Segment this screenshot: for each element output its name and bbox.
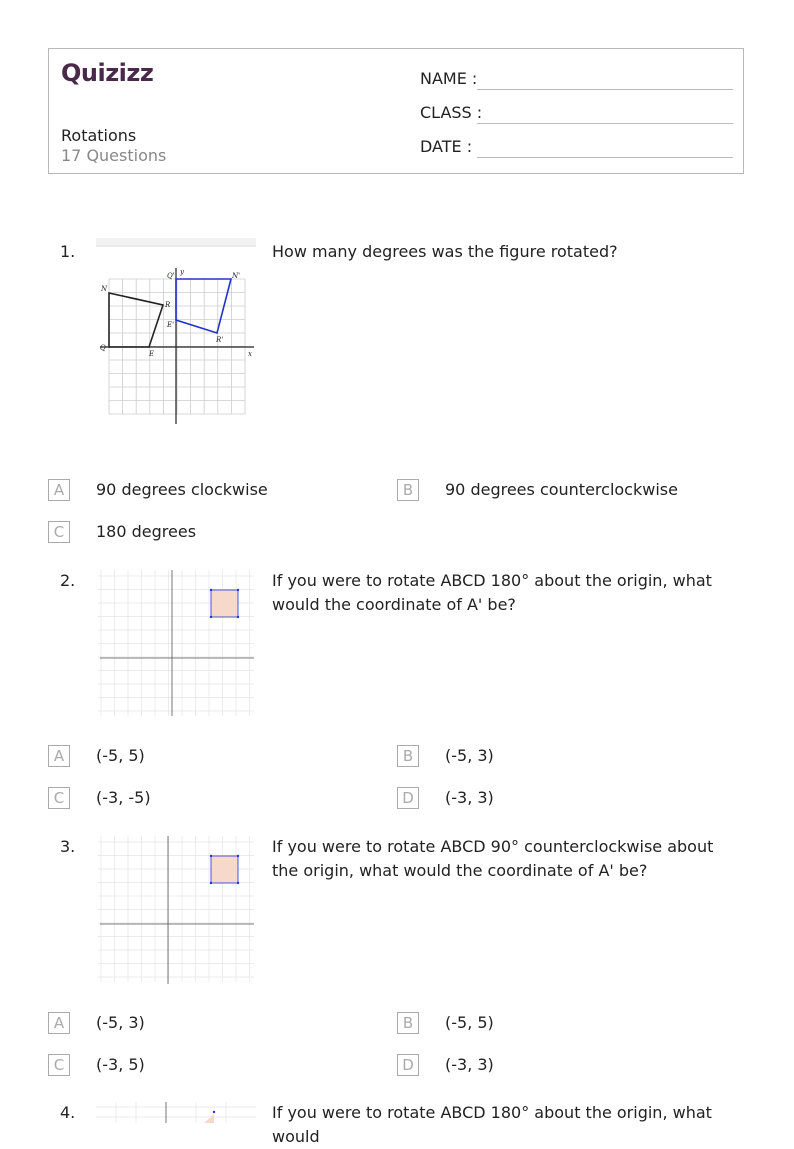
question-1-figure bbox=[96, 238, 256, 428]
date-line[interactable] bbox=[477, 157, 733, 158]
question-1-text: How many degrees was the figure rotated? bbox=[272, 242, 618, 261]
question-3-number: 3. bbox=[60, 837, 76, 856]
q2-option-a-box[interactable]: A bbox=[48, 745, 70, 767]
question-2-number: 2. bbox=[60, 571, 76, 590]
question-1-number: 1. bbox=[60, 242, 76, 261]
question-4-text: If you were to rotate ABCD 180° about the origin, what would bbox=[272, 1103, 712, 1146]
q2-option-d-box[interactable]: D bbox=[397, 787, 419, 809]
q1-option-b-text: 90 degrees counterclockwise bbox=[445, 480, 678, 499]
question-2-figure bbox=[96, 568, 256, 718]
q3-option-b-text: (-5, 5) bbox=[445, 1013, 494, 1032]
q3-option-c-text: (-3, 5) bbox=[96, 1055, 145, 1074]
question-2-text: If you were to rotate ABCD 180° about the origin, what would the coordinate of A' be? bbox=[272, 571, 712, 614]
label-e: E bbox=[149, 350, 155, 358]
label-q: Q bbox=[100, 344, 106, 352]
class-label: CLASS : bbox=[420, 103, 483, 122]
axis-x-label: x bbox=[248, 350, 252, 358]
question-4-number: 4. bbox=[60, 1103, 76, 1122]
q1-option-b-box[interactable]: B bbox=[397, 479, 419, 501]
q2-option-b-box[interactable]: B bbox=[397, 745, 419, 767]
name-label: NAME : bbox=[420, 69, 478, 88]
worksheet-header bbox=[48, 48, 744, 174]
label-q-prime: Q' bbox=[167, 272, 175, 280]
worksheet-title: Rotations bbox=[61, 126, 137, 145]
label-r: R bbox=[165, 301, 171, 309]
q3-option-a-box[interactable]: A bbox=[48, 1012, 70, 1034]
label-n: N bbox=[101, 285, 108, 293]
label-n-prime: N' bbox=[232, 272, 241, 280]
question-count: 17 Questions bbox=[61, 146, 167, 165]
q2-option-c-text: (-3, -5) bbox=[96, 788, 151, 807]
quizizz-logo: Quizizz bbox=[61, 59, 154, 87]
q1-option-c-box[interactable]: C bbox=[48, 521, 70, 543]
q2-option-d-text: (-3, 3) bbox=[445, 788, 494, 807]
name-line[interactable] bbox=[477, 89, 733, 90]
class-line[interactable] bbox=[477, 123, 733, 124]
question-3-text: If you were to rotate ABCD 90° counterclockwise about the origin, what would the coordinate of A' be? bbox=[272, 837, 714, 880]
q2-option-c-box[interactable]: C bbox=[48, 787, 70, 809]
q3-option-c-box[interactable]: C bbox=[48, 1054, 70, 1076]
q2-option-b-text: (-5, 3) bbox=[445, 746, 494, 765]
q1-option-a-text: 90 degrees clockwise bbox=[96, 480, 268, 499]
q3-option-d-text: (-3, 3) bbox=[445, 1055, 494, 1074]
q1-option-c-text: 180 degrees bbox=[96, 522, 197, 541]
q3-option-d-box[interactable]: D bbox=[397, 1054, 419, 1076]
date-label: DATE : bbox=[420, 137, 473, 156]
q1-option-a-box[interactable]: A bbox=[48, 479, 70, 501]
label-r-prime: R' bbox=[216, 336, 224, 344]
axis-y-label: y bbox=[180, 268, 184, 276]
q3-option-b-box[interactable]: B bbox=[397, 1012, 419, 1034]
label-e-prime: E' bbox=[167, 321, 175, 329]
q2-option-a-text: (-5, 5) bbox=[96, 746, 145, 765]
question-3-figure bbox=[96, 834, 256, 986]
q3-option-a-text: (-5, 3) bbox=[96, 1013, 145, 1032]
question-4-figure bbox=[96, 1102, 256, 1123]
